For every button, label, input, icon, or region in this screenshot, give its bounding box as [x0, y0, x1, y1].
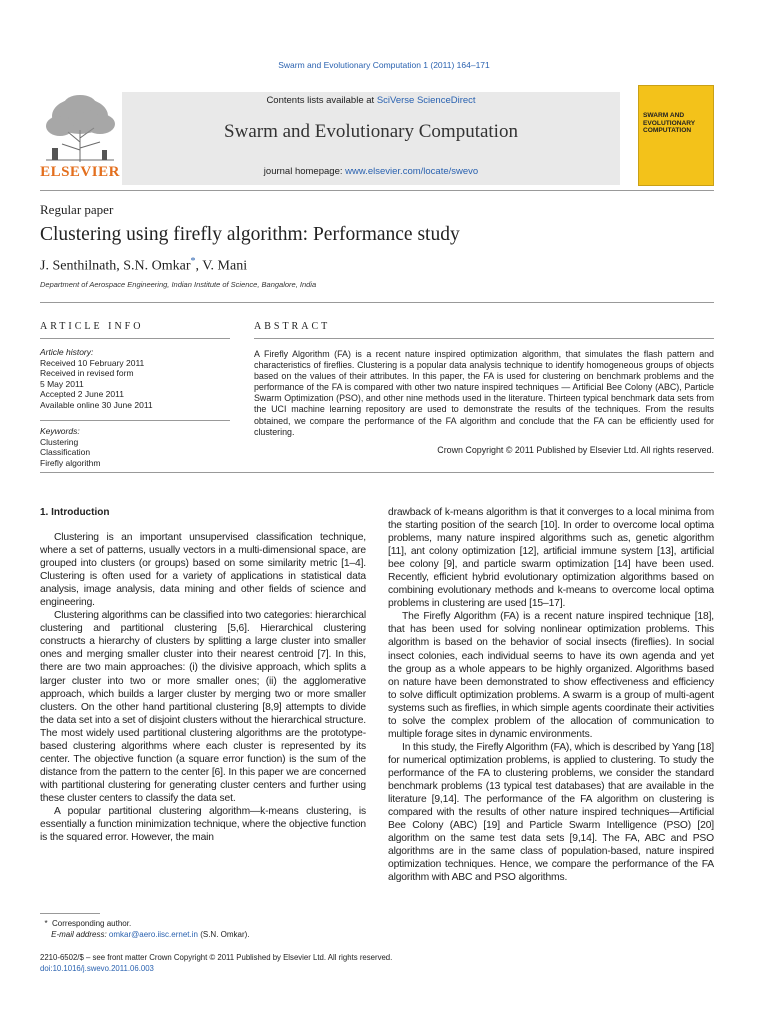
paper-type: Regular paper — [40, 202, 114, 217]
doi-link[interactable]: doi:10.1016/j.swevo.2011.06.003 — [40, 964, 154, 973]
intro-paragraph: In this study, the Firefly Algorithm (FA), which is described by Yang [18] for numerical optimization problems, is applied to clustering. To study the performance of the FA to clustering problems, we consider the standard benchmark problems (13 typical test databases) that are available in the literature [9,14]. The performance of the FA algorithm on clustering is compared with the results of other nature inspired techniques—Artificial Bee Colony (ABC) [19] and Particle Swarm Intelligence (PSO) [20] algorithm on the same test data sets [9,14]. The FA, ABC and PSO algorithms are in the same class of population-based, nature inspired optimization techniques. Hence, we compare the performance of the FA algorithm with ABC and PSO algorithms. — [388, 741, 714, 884]
abstract-text: A Firefly Algorithm (FA) is a recent nature inspired optimization algorithm, that simulates the flash pattern and characteristics of fireflies. Clustering is a popular data analysis technique to identify homogeneous groups of objects based on the values of their attributes. In this paper, the FA is used for clustering on benchmark problems and the performance of the FA is compared with other two nature inspired techniques — Artificial Bee Colony (ABC), Particle Swarm Optimization (PSO), and other nine methods used in the literature. Thirteen typical benchmark data sets from the UCI machine learning repository are used to demonstrate the results of the techniques. From the results obtained, we compare the performance of the FA algorithm and conclude that the FA can be efficiently used for clustering. — [254, 349, 714, 437]
email-link[interactable]: omkar@aero.iisc.ernet.in — [108, 930, 198, 939]
author-names-rest: , V. Mani — [195, 258, 248, 274]
intro-paragraph: The Firefly Algorithm (FA) is a recent nature inspired technique [18], that has been used for solving nonlinear optimization problems. This algorithm is based on the behavior of social insects (fireflies). In social insect colonies, each individual seems to have its own agenda and yet the group as a whole appears to be highly organized. Algorithms based on nature have been demonstrated to show effectiveness and efficiency to solve difficult optimization problems. A swarm is a group of multi-agent systems such as fireflies, in which simple agents coordinate their activities to solve the complex problem of the allocation of communication to multiple forage sites in dynamic environments. — [388, 611, 714, 740]
left-column — [40, 531, 366, 844]
homepage-prefix: journal homepage: — [263, 166, 346, 177]
history-item: Available online 30 June 2011 — [40, 399, 153, 410]
footnote-corresponding — [40, 918, 370, 929]
keyword: Classification — [40, 447, 91, 458]
history-item: Received 10 February 2011 — [40, 357, 145, 368]
publisher-wordmark: ELSEVIER — [40, 164, 120, 180]
journal-cover — [638, 85, 714, 186]
title-rule — [40, 302, 714, 303]
sciencedirect-link[interactable]: SciVerse ScienceDirect — [376, 95, 476, 106]
article-info-rule — [40, 338, 230, 339]
corresponding-author-mark[interactable]: * — [190, 256, 196, 267]
intro-paragraph: Clustering algorithms can be classified into two categories: hierarchical clustering and partitional clustering [5,6]. Hierarchical clustering constructs a hierarchy of clusters by splitting a large cluster into smaller ones and merging smaller cluster into their nearest centroid [7]. In this, there are two main approaches: (i) the divisive approach, which splits a larger cluster into two or more smaller ones; (ii) the agglomerative approach, which builds a larger cluster by merging two or more smaller clusters. On the other hand partitional clustering [8,9] attempts to divide the data set into a set of disjoint clusters without the hierarchical structure. The most widely used partitional clustering algorithms are the prototype-based clustering algorithms where each cluster is represented by its center. The objective function (a square error function) is the sum of the distance from the pattern to the center [6]. In this paper we are concerned with partitional clustering for generating cluster centers and further using these cluster centers to classify the data set. — [40, 610, 366, 804]
intro-paragraph: A popular partitional clustering algorithm—k-means clustering, is essentially a function minimization technique, where the objective function is the squared error. However, the main — [40, 805, 366, 844]
history-item: Accepted 2 June 2011 — [40, 389, 124, 400]
affiliation: Department of Aerospace Engineering, Indian Institute of Science, Bangalore, India — [40, 280, 317, 289]
history-label: Article history: — [40, 347, 94, 357]
email-suffix: (S.N. Omkar). — [197, 930, 250, 939]
abstract-heading: ABSTRACT — [254, 321, 331, 332]
intro-paragraph: Clustering is an important unsupervised classification technique, where a set of patterns, usually vectors in a multi-dimensional space, are grouped into clusters (or groups) based on some similarity metric [1–4]. Clustering is often used for a variety of applications in statistical data analysis, image analysis, data mining and other fields of science and engineering. — [40, 532, 366, 609]
keywords-label: Keywords: — [40, 426, 80, 436]
author-names: J. Senthilnath, S.N. Omkar — [40, 258, 191, 274]
email-label: E-mail address: — [51, 930, 109, 939]
homepage-line — [122, 166, 620, 177]
contents-prefix: Contents lists available at — [266, 95, 377, 106]
journal-cover-title: SWARM AND EVOLUTIONARY COMPUTATION — [643, 112, 696, 134]
footnote-email — [40, 929, 370, 940]
footnote-label: Corresponding author. — [52, 919, 132, 928]
history-item: 5 May 2011 — [40, 378, 84, 389]
bottom-notes — [40, 952, 540, 974]
abstract-rule — [254, 338, 714, 339]
abstract-copyright: Crown Copyright © 2011 Published by Elsevier Ltd. All rights reserved. — [437, 445, 714, 455]
journal-reference[interactable]: Swarm and Evolutionary Computation 1 (2011) 164–171 — [278, 60, 490, 70]
footnote — [40, 918, 370, 940]
footnote-rule — [40, 913, 100, 914]
journal-name: Swarm and Evolutionary Computation — [224, 121, 518, 142]
keywords — [40, 426, 230, 468]
keywords-rule — [40, 420, 230, 421]
abstract-bottom-rule — [40, 472, 714, 473]
footnote-mark: * — [44, 919, 48, 928]
contents-line — [122, 95, 620, 106]
intro-paragraph: drawback of k-means algorithm is that it converges to a local minima from the starting position of the search [10]. In order to overcome local optima problems, many nature inspired algorithms such as, genetic algorithm [11], ant colony optimization [12], artificial immune system [13], artificial bee colony [9], and particle swarm optimization [14] have been used. Recently, efficient hybrid evolutionary optimization algorithms based on combining evolutionary methods and k-means to overcome local optima problems in clustering are used [15–17]. — [388, 507, 714, 610]
article-history — [40, 347, 230, 411]
header-rule — [40, 190, 714, 191]
issn-line: 2210-6502/$ – see front matter Crown Copyright © 2011 Published by Elsevier Ltd. All rights reserved. — [40, 953, 393, 962]
introduction-heading: 1. Introduction — [40, 507, 110, 518]
keyword: Clustering — [40, 436, 79, 447]
article-info-heading: ARTICLE INFO — [40, 321, 144, 332]
keyword: Firefly algorithm — [40, 457, 101, 468]
journal-homepage-link[interactable]: www.elsevier.com/locate/swevo — [345, 166, 479, 177]
authors — [40, 256, 247, 275]
right-column — [388, 506, 714, 884]
history-item: Received in revised form — [40, 368, 134, 379]
paper-title: Clustering using firefly algorithm: Performance study — [40, 224, 460, 245]
